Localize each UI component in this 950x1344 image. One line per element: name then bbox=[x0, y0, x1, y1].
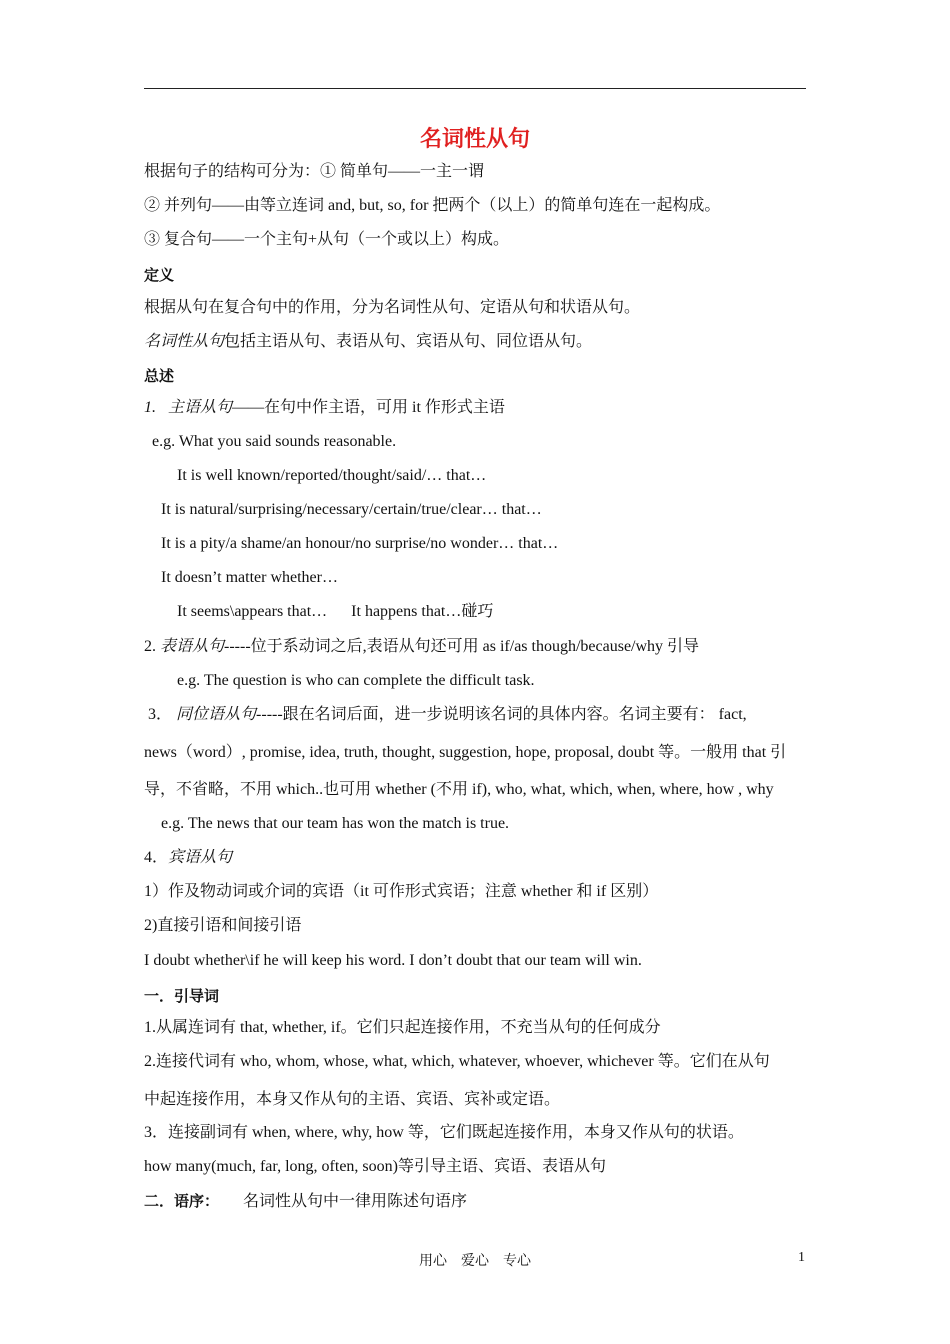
text-span: ——在句中作主语，可用 it 作形式主语 bbox=[232, 399, 505, 416]
example-line: It doesn’t matter whether… bbox=[161, 569, 338, 586]
text-line: how many(much, far, long, often, soon)等引导主语、宾语、表语从句 bbox=[144, 1158, 606, 1175]
text-span: 名词性从句中一律用陈述句语序 bbox=[219, 1193, 468, 1210]
header-rule bbox=[144, 88, 806, 89]
section-heading-definition: 定义 bbox=[144, 266, 175, 284]
text-line: 1.从属连词有 that, whether, if。它们只起连接作用，不充当从句的任何成分 bbox=[144, 1019, 661, 1036]
italic-term: 主语从句 bbox=[168, 399, 233, 416]
section-heading-summary: 总述 bbox=[144, 367, 175, 385]
text-span: -----位于系动词之后,表语从句还可用 as if/as though/because/why 引导 bbox=[224, 638, 700, 655]
example-line: e.g. What you said sounds reasonable. bbox=[152, 433, 397, 450]
page-title: 名词性从句 bbox=[419, 127, 530, 152]
text-line bbox=[144, 1190, 467, 1213]
item-number: 3． bbox=[144, 706, 177, 723]
item-number: 2. bbox=[144, 638, 160, 655]
italic-term: 同位语从句 bbox=[176, 706, 257, 723]
text-line: 2)直接引语和间接引语 bbox=[144, 917, 302, 934]
text-span: 包括主语从句、表语从句、宾语从句、同位语从句。 bbox=[224, 333, 593, 350]
item-number: 1. bbox=[144, 399, 168, 416]
text-line bbox=[144, 397, 505, 419]
example-line: e.g. The news that our team has won the match is true. bbox=[161, 815, 510, 832]
text-line: 根据句子的结构可分为：① 简单句——一主一谓 bbox=[144, 163, 485, 180]
text-line: 2.连接代词有 who, whom, whose, what, which, whatever, whoever, whichever 等。它们在从句 bbox=[144, 1053, 770, 1070]
page-number: 1 bbox=[798, 1250, 805, 1265]
text-line: 1）作及物动词或介词的宾语（it 可作形式宾语；注意 whether 和 if 区别） bbox=[144, 883, 659, 900]
text-span: -----跟在名词后面，进一步说明该名词的具体内容。名词主要有： fact, bbox=[256, 706, 747, 723]
text-line bbox=[144, 847, 232, 869]
text-line: 根据从句在复合句中的作用，分为名词性从句、定语从句和状语从句。 bbox=[144, 299, 641, 316]
text-line: 导，不省略，不用 which..也可用 whether (不用 if), who, what, which, when, where, how , why bbox=[144, 781, 774, 798]
text-line: 3．连接副词有 when, where, why, how 等，它们既起连接作用，本身又作从句的状语。 bbox=[144, 1124, 744, 1141]
example-line: It is a pity/a shame/an honour/no surprise/no wonder… that… bbox=[161, 535, 559, 552]
text-line bbox=[144, 331, 592, 353]
text-line: 中起连接作用，本身又作从句的主语、宾语、宾补或定语。 bbox=[144, 1091, 561, 1108]
text-line: news（word）, promise, idea, truth, thought, suggestion, hope, proposal, doubt 等。一般用 that 引 bbox=[144, 744, 787, 761]
text-line: ③ 复合句——一个主句+从句（一个或以上）构成。 bbox=[144, 231, 510, 248]
text-line bbox=[144, 636, 699, 658]
section-heading-word-order: 二．语序： bbox=[144, 1192, 220, 1210]
italic-term: 宾语从句 bbox=[168, 849, 233, 866]
section-heading-connectives: 一．引导词 bbox=[144, 987, 220, 1005]
example-line: e.g. The question is who can complete the difficult task. bbox=[177, 672, 535, 689]
italic-term: 表语从句 bbox=[160, 638, 225, 655]
text-line: I doubt whether\if he will keep his word. I don’t doubt that our team will win. bbox=[144, 952, 642, 969]
text-line: ② 并列句——由等立连词 and, but, so, for 把两个（以上）的简单句连在一起构成。 bbox=[144, 197, 721, 214]
example-line: It is natural/surprising/necessary/certain/true/clear… that… bbox=[161, 501, 542, 518]
example-line: It seems\appears that… It happens that…碰巧 bbox=[177, 603, 494, 620]
text-line bbox=[144, 704, 747, 726]
italic-term: 名词性从句 bbox=[144, 333, 225, 350]
page-footer: 用心 爱心 专心 bbox=[419, 1254, 531, 1269]
example-line: It is well known/reported/thought/said/… that… bbox=[177, 467, 487, 484]
item-number: 4． bbox=[144, 849, 169, 866]
